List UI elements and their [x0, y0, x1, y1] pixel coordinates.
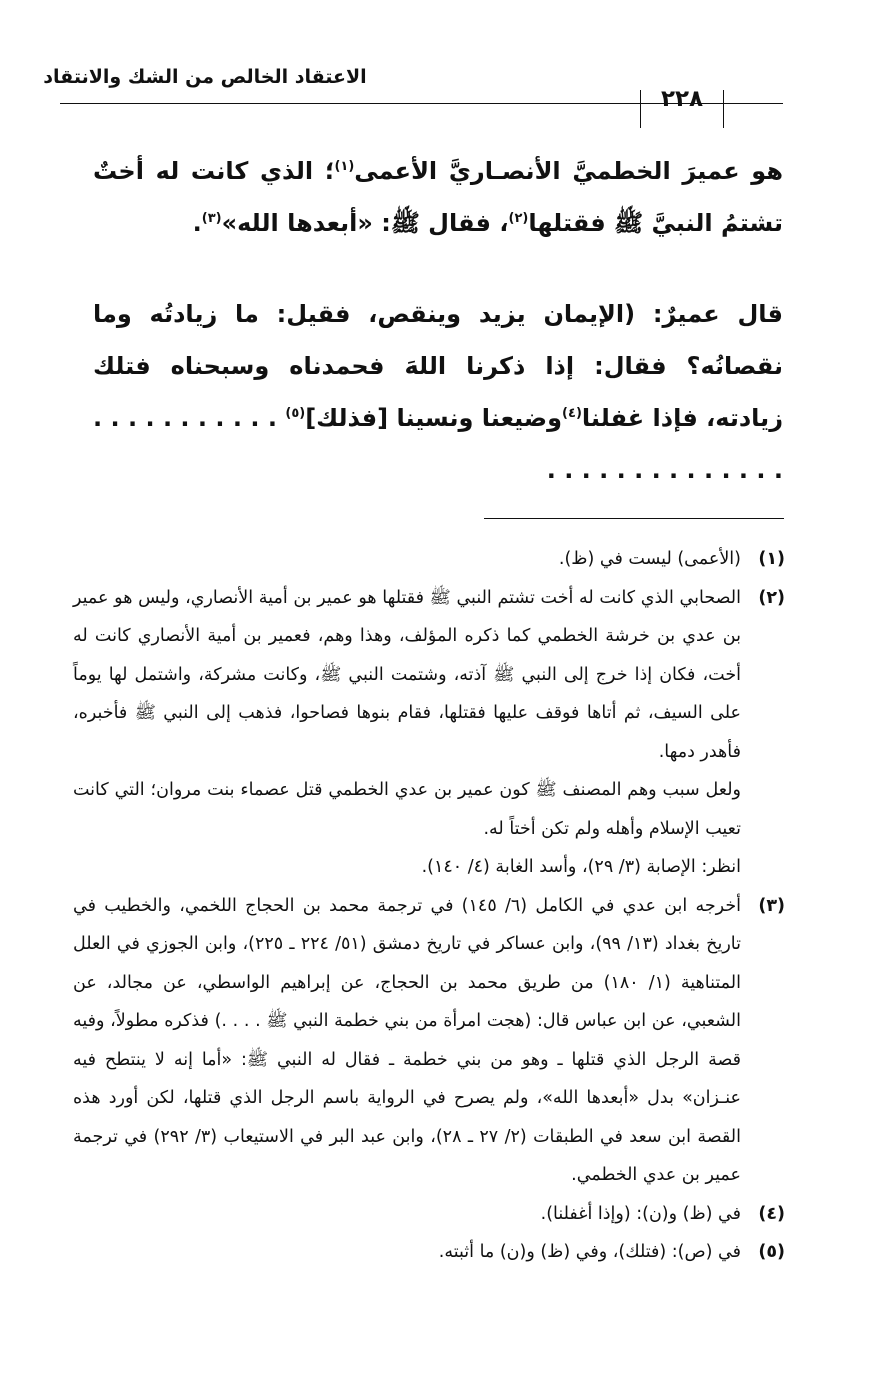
- footnote-text: أخرجه ابن عدي في الكامل (٦/ ١٤٥) في ترجمة محمد بن الحجاج اللخمي، والخطيب في تاريخ بغداد (١٣/ ٩٩)، وابن عساكر في تاريخ دمشق (٥١/ ٢٢٤ ـ ٢٢٥)، وابن الجوزي في العلل المتناهية (١/ ١٨٠) من طريق محمد بن الحجاج، عن إبراهيم الواسطي، عن مجالد، عن الشعبي، عن ابن عباس قال: (هجت امرأة من بني خطمة النبي ﷺ . . . .) فذكره مطولاً، وفيه قصة الرجل الذي قتلها ـ وهو من بني خطمة ـ فقال له النبي ﷺ: «أما إنه لا ينتطح فيه عنـزان» بدل «أبعدها الله»، ولم يصرح في الرواية باسم الرجل الذي قتلها، لكن أورد هذه القصة ابن سعد في الطبقات (٢/ ٢٧ ـ ٢٨)، وابن عبد البر في الاستيعاب (٣/ ٢٩٢) في ترجمة عمير بن عدي الخطمي.: [73, 895, 742, 1185]
- main-text: ؛ الذي كانت له أختٌ تشتمُ النبيَّ ﷺ فقتلها: [93, 157, 783, 237]
- footnote-separator: [484, 518, 784, 519]
- footnote-number: (٤): [758, 1203, 785, 1224]
- footnote-ref: (٣): [201, 211, 222, 226]
- footnote-body: [73, 1233, 741, 1272]
- footnote-5: [73, 1233, 785, 1272]
- main-text: .: [192, 209, 202, 237]
- main-text: ، فقال ﷺ: «أبعدها الله»: [221, 209, 509, 237]
- footnote-body: [73, 540, 741, 579]
- footnote-1: [73, 540, 785, 579]
- footnote-2: [73, 579, 785, 887]
- footnote-text: انظر: الإصابة (٣/ ٢٩)، وأسد الغابة (٤/ ١٤٠).: [421, 857, 741, 877]
- footnote-text: ولعل سبب وهم المصنف ﷺ كون عمير بن عدي الخطمي قتل عصماء بنت مروان؛ التي كانت تعيب الإسلام وأهله ولم تكن أختاً له.: [73, 780, 741, 839]
- footnote-number: (٣): [758, 895, 785, 916]
- main-text: هو عميرَ الخطميَّ الأنصـاريَّ الأعمى: [354, 157, 783, 185]
- main-text: قال عميرٌ: (الإيمان يزيد وينقص، فقيل: ما زيادتُه وما نقصانُه؟ فقال: إذا ذكرنا اللهَ فحمدناه وسبحناه فتلك زيادته، فإذا غفلنا: [93, 300, 784, 432]
- footnote-text: في (ص): (فتلك)، وفي (ظ) و(ن) ما أثبته.: [438, 1242, 741, 1262]
- footnote-4: [73, 1195, 785, 1234]
- footnote-text: في (ظ) و(ن): (وإذا أغفلنا).: [540, 1203, 741, 1224]
- footnote-body: [73, 579, 741, 887]
- footnote-ref: (٤): [562, 406, 582, 421]
- footnote-text: (الأعمى) ليست في (ظ).: [558, 549, 741, 569]
- footnote-3: [73, 887, 785, 1195]
- main-paragraph-1: [93, 145, 783, 249]
- footnotes: [73, 540, 785, 1272]
- footnote-body: [73, 887, 741, 1195]
- footnote-ref: (١): [334, 159, 355, 174]
- footnote-ref: (٢): [508, 211, 529, 226]
- main-paragraph-2: [93, 288, 783, 496]
- footnote-number: (١): [758, 549, 785, 569]
- footnote-number: (٢): [758, 587, 785, 608]
- footnote-ref: (٥): [285, 406, 306, 421]
- main-text: وضيعنا ونسينا [فذلك]: [305, 404, 563, 432]
- footnote-number: (٥): [758, 1242, 785, 1262]
- running-title: الاعتقاد الخالص من الشك والانتقاد: [43, 66, 367, 88]
- footnote-body: [73, 1195, 741, 1234]
- ellipsis-dots: . . . . . . . . . . . . . . . . . . . . . . . . .: [93, 404, 783, 484]
- page-number: ٢٢٨: [660, 86, 704, 112]
- footnote-text: الصحابي الذي كانت له أخت تشتم النبي ﷺ فقتلها هو عمير بن أمية الأنصاري، وليس هو عمير بن عدي بن خرشة الخطمي كما ذكره المؤلف، وهذا وهم، فعمير بن أمية الأنصاري كانت له أخت، فكان إذا خرج إلى النبي ﷺ آذته، وشتمت النبي ﷺ، وكانت مشركة، واشتمل لها يوماً على السيف، ثم أتاها فوقف عليها فقتلها، فقام بنوها فصاحوا، فذهب إلى النبي ﷺ فأخبره، فأهدر دمها.: [73, 587, 741, 762]
